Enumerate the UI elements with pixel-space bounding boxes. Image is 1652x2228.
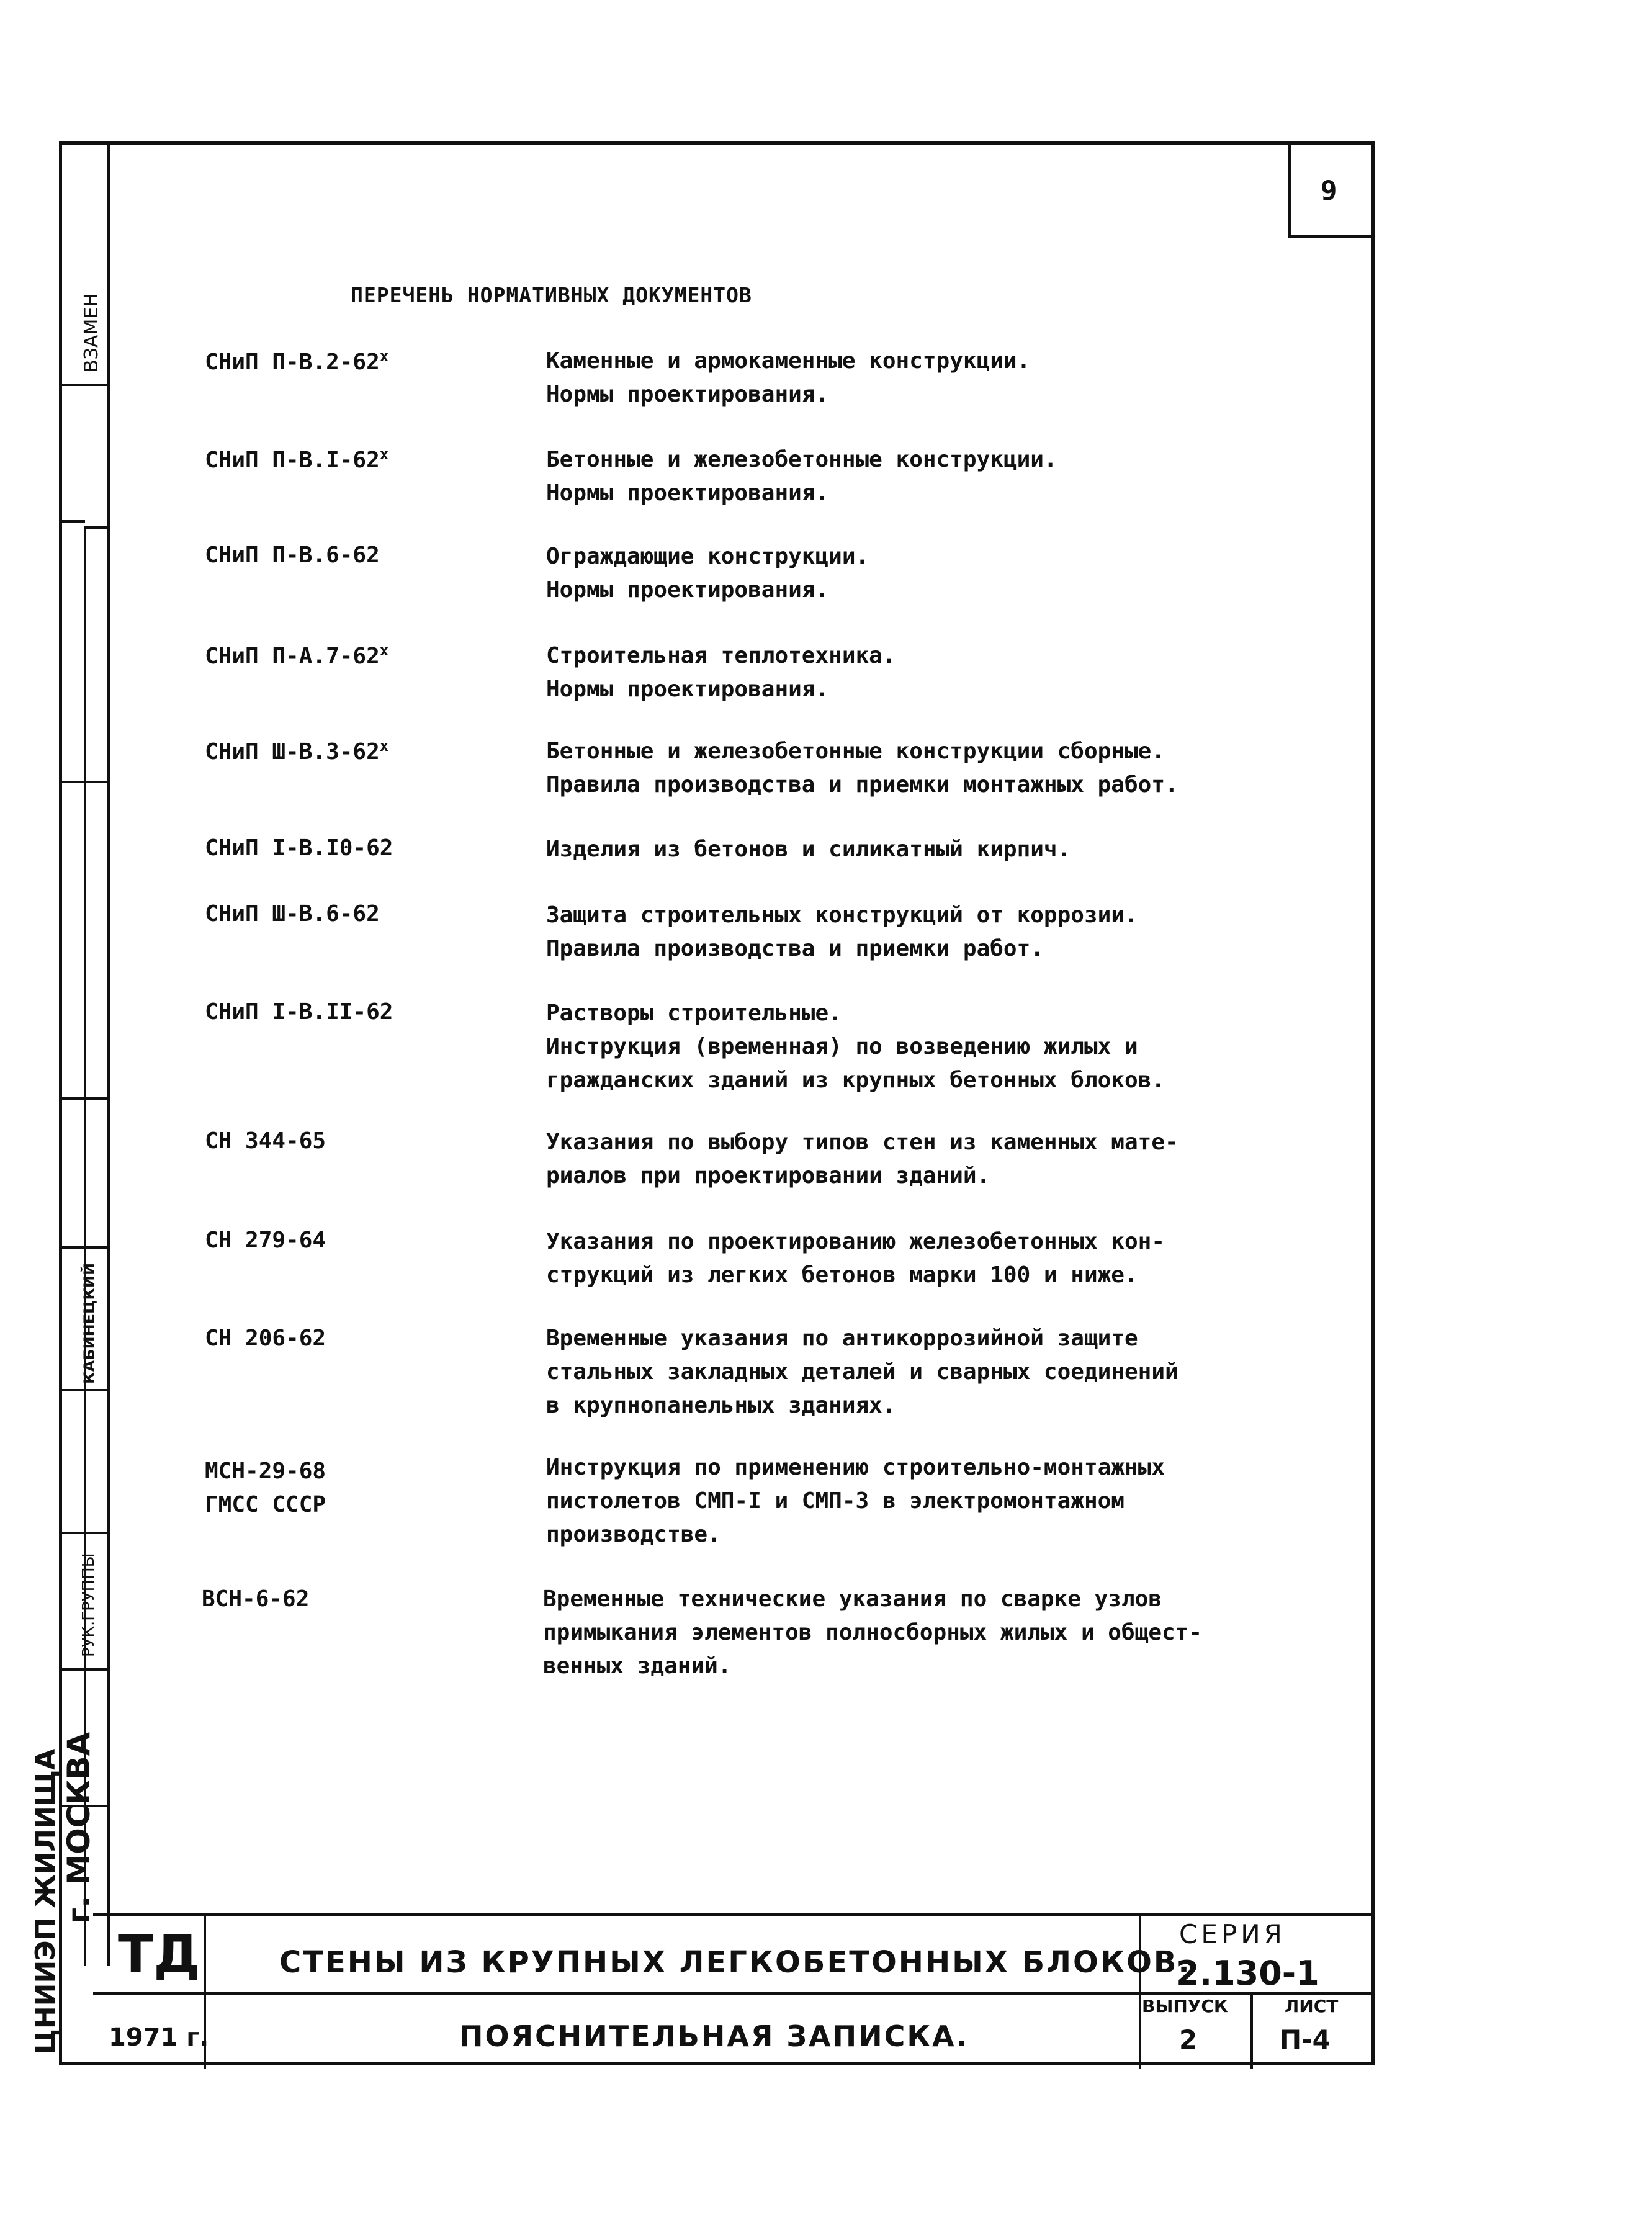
doc-code: СНиП Ш-В.3-62$^x$ [205, 737, 389, 765]
doc-code: СНиП I-В.I0-62 [205, 835, 393, 861]
stamp-year: 1971 г. [109, 2023, 209, 2052]
doc-description: Бетонные и железобетонные конструкции сборные. Правила производства и приемки монтажных работ. [546, 739, 1178, 797]
ruk-gruppy-label: РУК.ГРУППЫ [79, 1553, 98, 1657]
doc-code: СНиП П-В.2-62$^x$ [205, 348, 389, 375]
doc-description: Указания по проектированию железобетонных кон- струкций из легких бетонов марки 100 и ниже. [546, 1229, 1165, 1288]
doc-description: Строительная теплотехника. Нормы проектирования. [546, 643, 896, 702]
list-label: ЛИСТ [1285, 1996, 1339, 2016]
doc-description: Ограждающие конструкции. Нормы проектирования. [546, 544, 869, 603]
doc-code: СН 206-62 [205, 1326, 326, 1351]
stamp-title: СТЕНЫ ИЗ КРУПНЫХ ЛЕГКОБЕТОННЫХ БЛОКОВ. [279, 1945, 1192, 1980]
doc-description: Защита строительных конструкций от коррозии. Правила производства и приемки работ. [546, 902, 1138, 961]
stamp-subtitle: ПОЯСНИТЕЛЬНАЯ ЗАПИСКА. [459, 2019, 969, 2053]
doc-description: Инструкция по применению строительно-монтажных пистолетов СМП-I и СМП-3 в электромонтажном производстве. [546, 1455, 1165, 1547]
doc-description: Указания по выбору типов стен из каменных мате- риалов при проектировании зданий. [546, 1130, 1178, 1188]
doc-description: Растворы строительные. Инструкция (временная) по возведению жилых и гражданских зданий из крупных бетонных блоков. [546, 1000, 1165, 1093]
main-frame [59, 141, 1375, 2065]
doc-description: Бетонные и железобетонные конструкции. Нормы проектирования. [546, 447, 1057, 506]
doc-code: СНиП П-В.I-62$^x$ [205, 446, 389, 473]
page-title: ПЕРЕЧЕНЬ НОРМАТИВНЫХ ДОКУМЕНТОВ [351, 283, 752, 307]
vypusk-number: 2 [1179, 2024, 1198, 2055]
doc-code: СНиП Ш-В.6-62 [205, 901, 380, 927]
doc-code: СН 344-65 [205, 1128, 326, 1154]
doc-description: Каменные и армокаменные конструкции. Нормы проектирования. [546, 348, 1031, 407]
vzamen-label: ВЗАМЕН [81, 293, 102, 372]
side-column [59, 141, 110, 1966]
doc-code: СНиП П-А.7-62$^x$ [205, 642, 389, 669]
kabinetsky-label: КАБИНЕЦКИЙ [81, 1262, 98, 1384]
doc-description: Временные технические указания по сварке узлов примыкания элементов полносборных жилых и общест- венных зданий. [543, 1586, 1203, 1679]
doc-code: СНиП П-В.6-62 [205, 542, 380, 568]
doc-code: ВСН-6-62 [202, 1586, 310, 1612]
page-number: 9 [1321, 175, 1337, 207]
doc-code: МСН-29-68 ГМСС СССР [205, 1458, 326, 1517]
city-label: г. МОСКВА [61, 1732, 97, 1924]
doc-description: Изделия из бетонов и силикатный кирпич. [546, 837, 1071, 862]
list-number: П-4 [1280, 2024, 1331, 2055]
doc-code: СН 279-64 [205, 1228, 326, 1253]
seria-label: СЕРИЯ [1179, 1919, 1286, 1949]
doc-description: Временные указания по антикоррозийной защите стальных закладных деталей и сварных соединений в крупнопанельных зданиях. [546, 1326, 1178, 1418]
doc-code: СНиП I-В.II-62 [205, 999, 393, 1025]
org-label: ЦНИИЭП ЖИЛИЩА [30, 1748, 61, 2054]
vypusk-label: ВЫПУСК [1142, 1996, 1228, 2016]
seria-number: 2.130-1 [1176, 1954, 1319, 1993]
td-mark: ТД [118, 1924, 200, 1985]
